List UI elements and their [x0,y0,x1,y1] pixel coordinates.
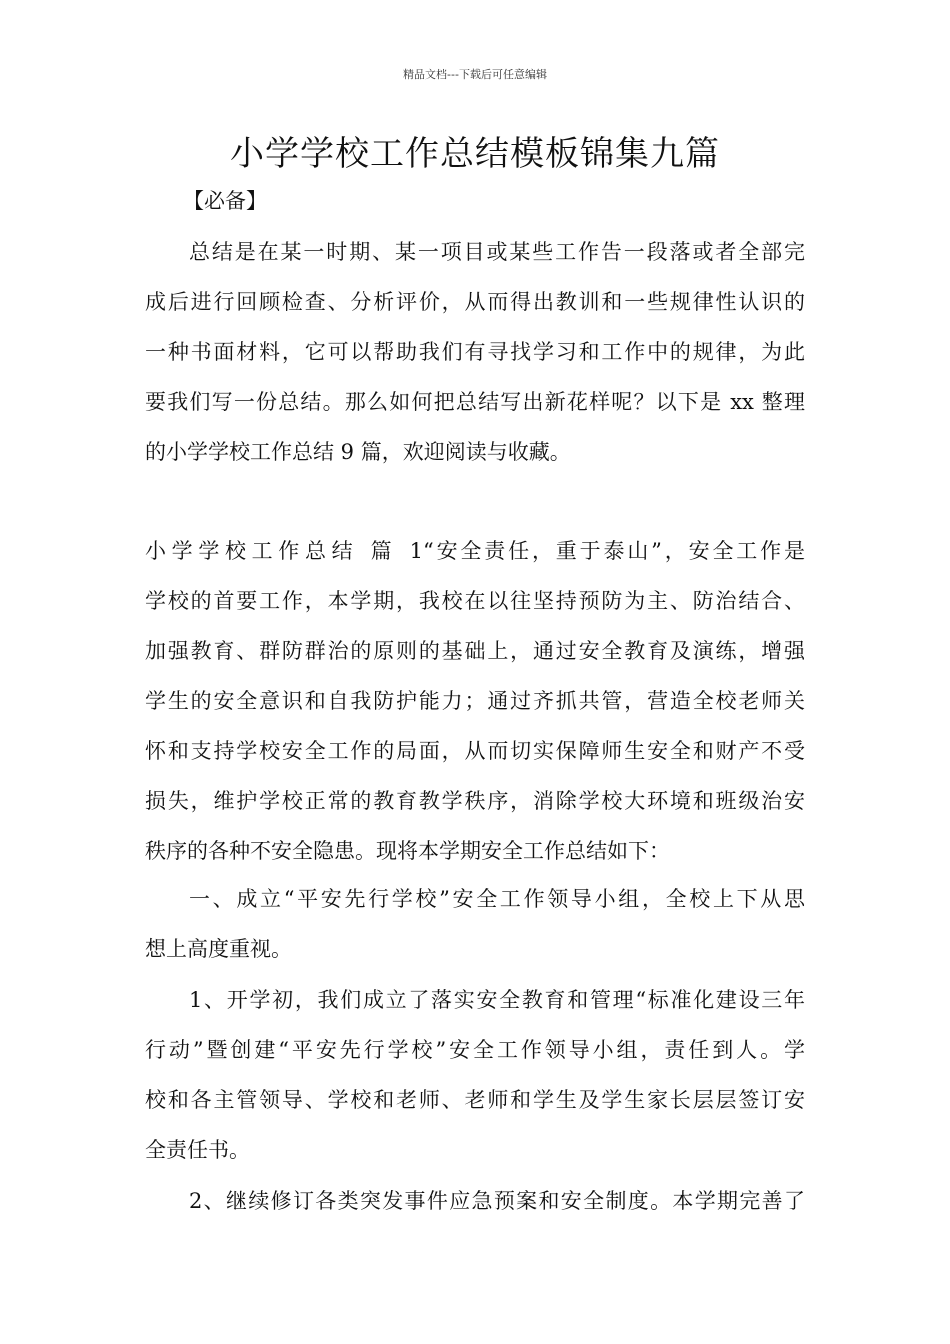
section-line: 学生的安全意识和自我防护能力；通过齐抓共管，营造全校老师关 [145,689,805,713]
point-two-line: 2、继续修订各类突发事件应急预案和安全制度。本学期完善了 [189,1189,805,1213]
intro-line: 总结是在某一时期、某一项目或某些工作告一段落或者全部完 [189,240,805,264]
section-line: 秩序的各种不安全隐患。现将本学期安全工作总结如下： [145,839,670,863]
point-one-line: 1、开学初，我们成立了落实安全教育和管理“标准化建设三年 [189,988,805,1012]
section-line: 损失，维护学校正常的教育教学秩序，消除学校大环境和班级治安 [145,789,805,813]
section-line: 加强教育、群防群治的原则的基础上，通过安全教育及演练，增强 [145,639,805,663]
intro-line: 一种书面材料，它可以帮助我们有寻找学习和工作中的规律，为此 [145,340,805,364]
title-tag: 【必备】 [183,189,267,213]
section-line: 学校的首要工作，本学期，我校在以往坚持预防为主、防治结合、 [145,589,805,613]
item-one-line: 想上高度重视。 [145,937,292,961]
chapter-first-line [145,538,805,564]
point-one-line: 全责任书。 [145,1138,250,1162]
point-one-line: 行动”暨创建“平安先行学校”安全工作领导小组，责任到人。学 [145,1038,805,1062]
item-one-line: 一、成立“平安先行学校”安全工作领导小组，全校上下从思 [189,887,805,911]
chapter-heading: 小学学校工作总结 篇 1 [145,539,423,563]
point-one-line: 校和各主管领导、学校和老师、老师和学生及学生家长层层签订安 [145,1088,805,1112]
intro-line: 的小学学校工作总结 9 篇，欢迎阅读与收藏。 [145,440,571,464]
section-line: 怀和支持学校安全工作的局面，从而切实保障师生安全和财产不受 [145,739,805,763]
document-title: 小学学校工作总结模板锦集九篇 [230,134,720,174]
header-note: 精品文档---下载后可任意编辑 [403,68,547,81]
section-line: “安全责任，重于泰山”，安全工作是 [423,539,805,563]
intro-line: 要我们写一份总结。那么如何把总结写出新花样呢？以下是 xx 整理 [145,390,805,414]
intro-line: 成后进行回顾检查、分析评价，从而得出教训和一些规律性认识的 [145,290,805,314]
